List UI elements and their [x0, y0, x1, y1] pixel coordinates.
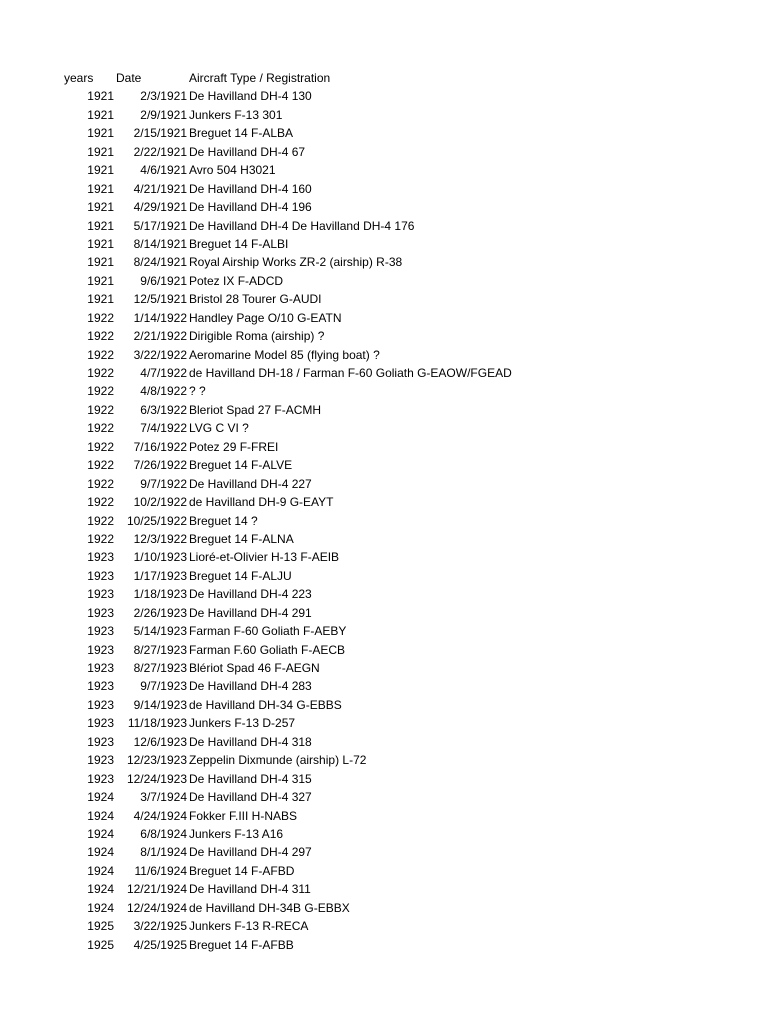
date-cell: 3/22/1925: [133, 919, 187, 934]
aircraft-type-cell: De Havilland DH-4 130: [189, 89, 312, 104]
year-cell: 1923: [87, 642, 114, 657]
table-row: [0, 825, 768, 843]
table-row: [0, 217, 768, 235]
date-cell: 12/3/1922: [133, 531, 187, 546]
aircraft-type-cell: Junkers F-13 R-RECA: [189, 919, 309, 934]
table-row: [0, 714, 768, 732]
aircraft-type-cell: De Havilland DH-4 311: [189, 882, 311, 897]
date-cell: 12/24/1923: [126, 771, 187, 786]
aircraft-type-cell: De Havilland DH-4 160: [189, 181, 312, 196]
date-cell: 7/16/1922: [133, 439, 187, 454]
table-row: [0, 788, 768, 806]
year-cell: 1925: [87, 937, 114, 952]
table-row: [0, 346, 768, 364]
year-cell: 1921: [87, 181, 114, 196]
date-cell: 10/2/1922: [133, 495, 187, 510]
date-cell: 8/27/1923: [133, 642, 187, 657]
table-row: [0, 419, 768, 437]
year-cell: 1923: [87, 734, 114, 749]
year-cell: 1924: [87, 882, 114, 897]
header-years: years: [64, 71, 94, 85]
date-cell: 1/14/1922: [133, 310, 187, 325]
year-cell: 1921: [87, 218, 114, 233]
year-cell: 1921: [87, 255, 114, 270]
aircraft-type-cell: Bleriot Spad 27 F-ACMH: [189, 402, 322, 417]
date-cell: 8/1/1924: [140, 845, 187, 860]
aircraft-type-cell: Junkers F-13 A16: [189, 826, 284, 841]
table-row: [0, 438, 768, 456]
table-row: [0, 936, 768, 954]
year-cell: 1921: [87, 163, 114, 178]
aircraft-type-cell: LVG C VI ?: [189, 421, 249, 436]
date-cell: 9/14/1923: [133, 697, 187, 712]
table-row: [0, 512, 768, 530]
table-row: [0, 677, 768, 695]
date-cell: 12/21/1924: [126, 882, 187, 897]
aircraft-type-cell: De Havilland DH-4 283: [189, 679, 312, 694]
date-cell: 2/22/1921: [133, 144, 187, 159]
aircraft-type-cell: De Havilland DH-4 297: [189, 845, 312, 860]
date-cell: 2/3/1921: [140, 89, 187, 104]
date-cell: 4/21/1921: [133, 181, 187, 196]
header-aircraft-type: Aircraft Type / Registration: [189, 71, 331, 85]
year-cell: 1924: [87, 808, 114, 823]
table-row: [0, 253, 768, 271]
year-cell: 1923: [87, 624, 114, 639]
date-cell: 12/5/1921: [133, 292, 187, 307]
spreadsheet: [0, 69, 768, 954]
aircraft-type-cell: De Havilland DH-4 318: [189, 734, 312, 749]
date-cell: 11/6/1924: [134, 863, 187, 878]
table-row: [0, 770, 768, 788]
date-cell: 2/26/1923: [133, 605, 187, 620]
table-row: [0, 106, 768, 124]
table-row: [0, 309, 768, 327]
aircraft-type-cell: Breguet 14 ?: [189, 513, 258, 528]
table-row: [0, 456, 768, 474]
year-cell: 1922: [87, 310, 114, 325]
table-row: [0, 807, 768, 825]
year-cell: 1922: [87, 476, 114, 491]
aircraft-type-cell: Aeromarine Model 85 (flying boat) ?: [189, 347, 380, 362]
aircraft-type-cell: Lioré-et-Olivier H-13 F-AEIB: [189, 550, 340, 565]
table-row: [0, 401, 768, 419]
date-cell: 1/10/1923: [133, 550, 187, 565]
year-cell: 1922: [87, 384, 114, 399]
date-cell: 5/17/1921: [133, 218, 187, 233]
year-cell: 1925: [87, 919, 114, 934]
aircraft-type-cell: Breguet 14 F-ALNA: [189, 531, 294, 546]
date-cell: 2/21/1922: [133, 329, 187, 344]
date-cell: 11/18/1923: [127, 716, 187, 731]
year-cell: 1923: [87, 605, 114, 620]
table-row: [0, 899, 768, 917]
table-row: [0, 382, 768, 400]
year-cell: 1923: [87, 568, 114, 583]
date-cell: 4/24/1924: [133, 808, 187, 823]
year-cell: 1921: [87, 126, 114, 141]
aircraft-type-cell: Breguet 14 F-AFBD: [189, 863, 295, 878]
aircraft-type-cell: De Havilland DH-4 223: [189, 587, 312, 602]
table-row: [0, 733, 768, 751]
date-cell: 8/24/1921: [133, 255, 187, 270]
date-cell: 9/7/1922: [140, 476, 187, 491]
date-cell: 4/7/1922: [140, 366, 187, 380]
aircraft-type-cell: De Havilland DH-4 67: [189, 144, 306, 159]
date-cell: 2/15/1921: [133, 126, 187, 141]
year-cell: 1922: [87, 366, 114, 380]
table-row: [0, 530, 768, 548]
year-cell: 1922: [87, 531, 114, 546]
table-row: [0, 493, 768, 511]
aircraft-type-cell: Junkers F-13 301: [189, 107, 283, 122]
year-cell: 1923: [87, 697, 114, 712]
table-row: [0, 843, 768, 861]
year-cell: 1923: [87, 771, 114, 786]
table-row: [0, 567, 768, 585]
year-cell: 1922: [87, 347, 114, 362]
date-cell: 12/23/1923: [126, 753, 187, 768]
date-cell: 3/7/1924: [140, 790, 187, 805]
table-row: [0, 235, 768, 253]
year-cell: 1922: [87, 495, 114, 510]
date-cell: 1/18/1923: [133, 587, 187, 602]
table-row: [0, 548, 768, 566]
aircraft-type-cell: Zeppelin Dixmunde (airship) L-72: [189, 753, 367, 768]
date-cell: 6/3/1922: [140, 402, 187, 417]
table-row: [0, 87, 768, 105]
aircraft-type-cell: de Havilland DH-34 G-EBBS: [189, 697, 342, 712]
aircraft-type-cell: Dirigible Roma (airship) ?: [189, 329, 325, 344]
year-cell: 1921: [87, 292, 114, 307]
year-cell: 1922: [87, 421, 114, 436]
date-cell: 9/7/1923: [140, 679, 187, 694]
year-cell: 1923: [87, 587, 114, 602]
table-row: [0, 364, 768, 382]
date-cell: 3/22/1922: [133, 347, 187, 362]
year-cell: 1924: [87, 826, 114, 841]
table-row: [0, 198, 768, 216]
aircraft-type-cell: Breguet 14 F-ALJU: [189, 568, 292, 583]
date-cell: 6/8/1924: [140, 826, 187, 841]
date-cell: 2/9/1921: [140, 107, 187, 122]
table-row: [0, 880, 768, 898]
table-row: [0, 272, 768, 290]
year-cell: 1922: [87, 439, 114, 454]
year-cell: 1922: [87, 329, 114, 344]
table-row: [0, 180, 768, 198]
aircraft-type-cell: de Havilland DH-18 / Farman F-60 Goliath G-EAOW/FGEAD: [189, 366, 512, 380]
aircraft-type-cell: ? ?: [189, 384, 206, 399]
table-row: [0, 585, 768, 603]
table-row: [0, 622, 768, 640]
table-row: [0, 604, 768, 622]
date-cell: 9/6/1921: [140, 273, 187, 288]
year-cell: 1922: [87, 458, 114, 473]
aircraft-type-cell: de Havilland DH-9 G-EAYT: [189, 495, 334, 510]
aircraft-type-cell: De Havilland DH-4 315: [189, 771, 312, 786]
aircraft-type-cell: Breguet 14 F-ALBI: [189, 236, 289, 251]
year-cell: 1923: [87, 753, 114, 768]
aircraft-type-cell: Farman F.60 Goliath F-AECB: [189, 642, 346, 657]
aircraft-type-cell: Bristol 28 Tourer G-AUDI: [189, 292, 322, 307]
year-cell: 1921: [87, 89, 114, 104]
year-cell: 1922: [87, 513, 114, 528]
aircraft-type-cell: Breguet 14 F-ALVE: [189, 458, 293, 473]
table-row: [0, 917, 768, 935]
year-cell: 1921: [87, 144, 114, 159]
data-rows: [0, 87, 768, 954]
table-row: [0, 475, 768, 493]
aircraft-type-cell: Handley Page O/10 G-EATN: [189, 310, 342, 325]
year-cell: 1921: [87, 107, 114, 122]
aircraft-type-cell: Breguet 14 F-ALBA: [189, 126, 294, 141]
aircraft-type-cell: De Havilland DH-4 291: [189, 605, 312, 620]
date-cell: 12/24/1924: [126, 900, 187, 915]
date-cell: 4/6/1921: [140, 163, 187, 178]
year-cell: 1923: [87, 661, 114, 675]
table-row: [0, 641, 768, 659]
year-cell: 1922: [87, 402, 114, 417]
date-cell: 8/27/1923: [133, 661, 187, 675]
aircraft-type-cell: Royal Airship Works ZR-2 (airship) R-38: [189, 255, 403, 270]
year-cell: 1921: [87, 236, 114, 251]
date-cell: 5/14/1923: [133, 624, 187, 639]
table-row: [0, 862, 768, 880]
year-cell: 1924: [87, 845, 114, 860]
aircraft-type-cell: Avro 504 H3021: [189, 163, 276, 178]
year-cell: 1924: [87, 863, 114, 878]
table-row: [0, 327, 768, 345]
date-cell: 12/6/1923: [133, 734, 187, 749]
aircraft-type-cell: De Havilland DH-4 227: [189, 476, 312, 491]
aircraft-type-cell: Fokker F.III H-NABS: [189, 808, 298, 823]
table-row: [0, 124, 768, 142]
aircraft-type-cell: De Havilland DH-4 327: [189, 790, 312, 805]
year-cell: 1923: [87, 716, 114, 731]
aircraft-type-cell: Junkers F-13 D-257: [189, 716, 296, 731]
aircraft-type-cell: Farman F-60 Goliath F-AEBY: [189, 624, 347, 639]
date-cell: 4/25/1925: [133, 937, 187, 952]
year-cell: 1921: [87, 273, 114, 288]
aircraft-type-cell: de Havilland DH-34B G-EBBX: [189, 900, 350, 915]
aircraft-type-cell: Blériot Spad 46 F-AEGN: [189, 661, 320, 675]
aircraft-type-cell: De Havilland DH-4 De Havilland DH-4 176: [189, 218, 415, 233]
header-date: Date: [116, 71, 142, 85]
aircraft-type-cell: Potez IX F-ADCD: [189, 273, 284, 288]
date-cell: 7/4/1922: [140, 421, 187, 436]
date-cell: 7/26/1922: [133, 458, 187, 473]
date-cell: 4/29/1921: [133, 200, 187, 215]
aircraft-type-cell: Potez 29 F-FREI: [189, 439, 279, 454]
year-cell: 1921: [87, 200, 114, 215]
year-cell: 1924: [87, 790, 114, 805]
aircraft-type-cell: Breguet 14 F-AFBB: [189, 937, 294, 952]
aircraft-type-cell: De Havilland DH-4 196: [189, 200, 312, 215]
table-row: [0, 161, 768, 179]
year-cell: 1923: [87, 550, 114, 565]
header-row: [0, 69, 768, 87]
table-row: [0, 143, 768, 161]
year-cell: 1923: [87, 679, 114, 694]
table-row: [0, 290, 768, 308]
date-cell: 10/25/1922: [126, 513, 187, 528]
date-cell: 1/17/1923: [133, 568, 187, 583]
table-row: [0, 696, 768, 714]
table-row: [0, 659, 768, 677]
year-cell: 1924: [87, 900, 114, 915]
table-row: [0, 751, 768, 769]
date-cell: 8/14/1921: [133, 236, 187, 251]
date-cell: 4/8/1922: [140, 384, 187, 399]
